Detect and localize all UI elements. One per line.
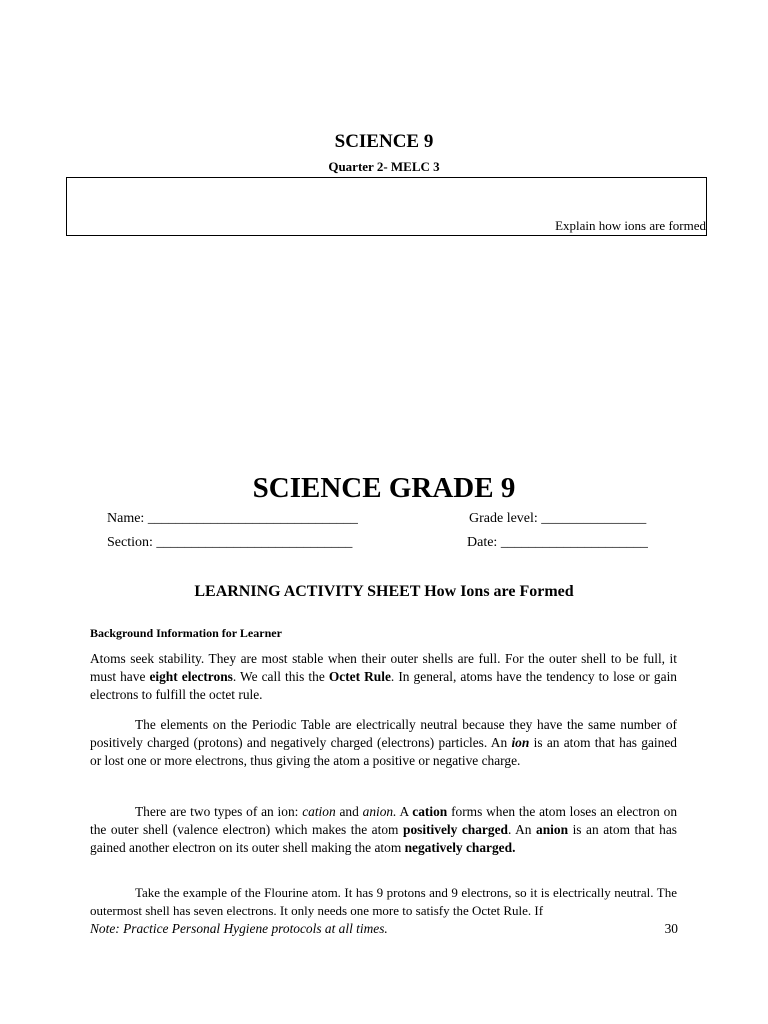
text-italic: cation — [302, 804, 336, 819]
text: Atoms seek stability. They are most stable when their outer shells are full. For the outer shell to be full, it must have — [90, 651, 677, 684]
paragraph-ion-types — [90, 803, 677, 857]
text-bold: positively charged — [403, 822, 508, 837]
text: The elements on the Periodic Table are electrically neutral because they have the same number of positively charged (protons) and negatively charged (electrons) particles. An — [90, 717, 677, 750]
grade-level-field: Grade level: _______________ — [469, 511, 647, 526]
text-bold: cation — [412, 804, 448, 819]
paragraph-octet-rule — [90, 650, 677, 704]
paragraph-fluorine-example: Take the example of the Flourine atom. It has 9 protons and 9 electrons, so it is electrically neutral. The outermost shell has seven electrons. It only needs one more to satisfy the Octet Rule. If — [90, 885, 677, 918]
text: There are two types of an ion: — [135, 804, 303, 819]
text: . We call this the — [232, 669, 329, 684]
competency-text: Explain how ions are formed — [555, 218, 706, 233]
page-number: 30 — [664, 921, 678, 936]
text-bold: Octet Rule — [328, 669, 391, 684]
text: . In general, atoms have the tendency to lose or gain electrons to fulfill the octet rule. — [90, 669, 677, 702]
background-heading: Background Information for Learner — [90, 626, 282, 640]
text: and — [335, 804, 363, 819]
text: forms when the atom loses an electron on the outer shell (valence electron) which makes the atom — [90, 804, 678, 837]
text: is an atom that has gained another electron on its outer shell making the atom — [90, 822, 678, 855]
text: is an atom that has gained or lost one or more electrons, thus giving the atom a positive or negative charge. — [90, 735, 677, 768]
date-field: Date: _____________________ — [467, 535, 648, 550]
text: A — [396, 804, 413, 819]
activity-title: LEARNING ACTIVITY SHEET How Ions are Formed — [194, 583, 574, 600]
section-field: Section: ____________________________ — [107, 535, 353, 550]
document-title: SCIENCE 9 — [334, 131, 434, 152]
footer-note: Note: Practice Personal Hygiene protocols at all times. — [90, 921, 388, 936]
document-subtitle: Quarter 2- MELC 3 — [328, 159, 440, 174]
text: . An — [507, 822, 537, 837]
competency-box — [66, 177, 707, 236]
text-bold-italic: ion — [511, 735, 530, 750]
text-bold: eight electrons — [149, 669, 233, 684]
text-bold: negatively charged. — [404, 840, 516, 855]
sheet-title: SCIENCE GRADE 9 — [252, 472, 516, 504]
text-italic: anion. — [362, 804, 397, 819]
name-field: Name: ______________________________ — [107, 511, 358, 526]
paragraph-ion-definition — [90, 716, 677, 770]
text-bold: anion — [536, 822, 569, 837]
